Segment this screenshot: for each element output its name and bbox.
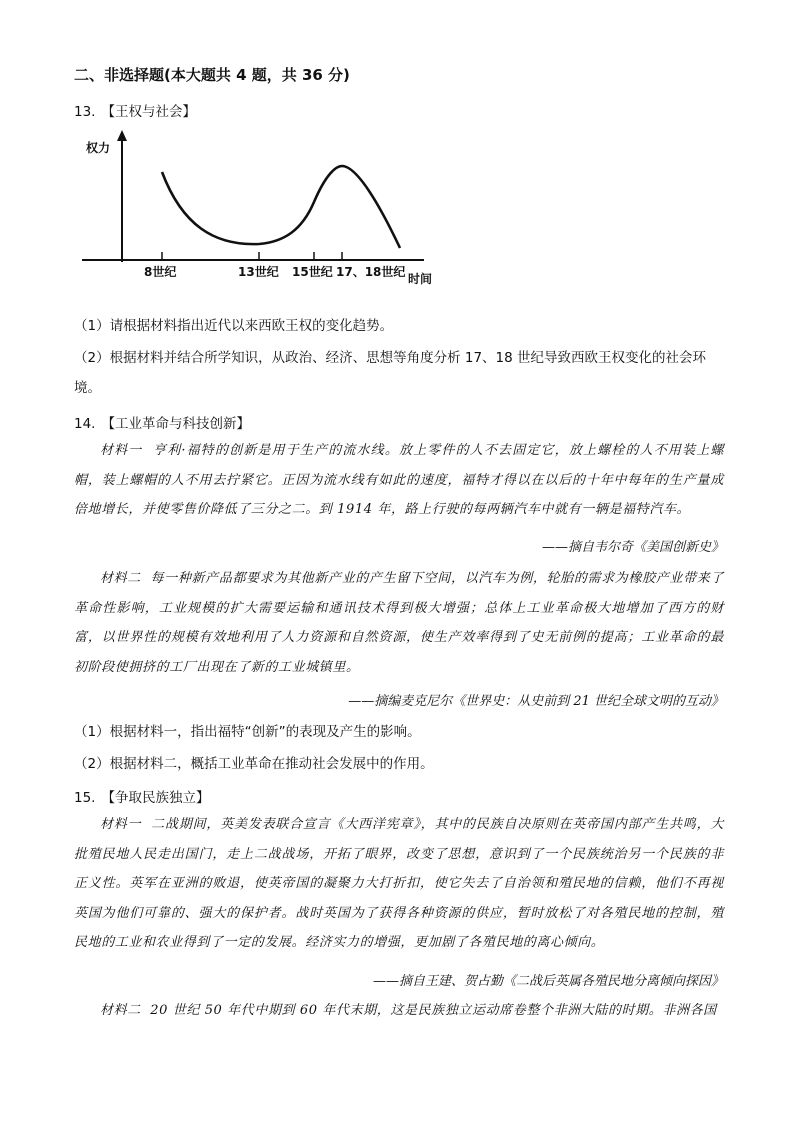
question-topic: 【工业革命与科技创新】 <box>101 416 250 432</box>
question-number: 15. <box>74 790 96 806</box>
q14-subquestion-2: （2）根据材料二，概括工业革命在推动社会发展中的作用。 <box>74 756 434 772</box>
q13-subquestion-1: （1）请根据材料指出近代以来西欧王权的变化趋势。 <box>74 318 394 334</box>
question-topic: 【王权与社会】 <box>101 104 196 120</box>
q15-material-1-source: ——摘自王建、贺占勤《二战后英属各殖民地分离倾向探因》 <box>372 974 724 989</box>
material-label: 材料二 <box>100 1003 141 1018</box>
q15-material-2 <box>74 996 724 1026</box>
material-label: 材料二 <box>100 571 141 586</box>
material-label: 材料一 <box>100 817 142 832</box>
power-chart <box>74 130 454 300</box>
material-text: 二战期间，英美发表联合宣言《大西洋宪章》，其中的民族自决原则在英帝国内部产生共鸣，大批殖民地人民走出国门，走上二战战场，开拓了眼界，改变了思想，意识到了一个民族统治另一个民族的非正义性。英军在亚洲的败退，使英帝国的凝聚力大打折扣，使它失去了自治领和殖民地的信赖，他们不再视英国为他们可靠的、强大的保护者。战时英国为了获得各种资源的供应，暂时放松了对各殖民地的控制，殖民地的工业和农业得到了一定的发展。经济实力的增强，更加剧了各殖民地的离心倾向。 <box>74 817 724 950</box>
q13-subquestion-2-line2: 境。 <box>74 380 101 396</box>
q13-subquestion-2-line1: （2）根据材料并结合所学知识，从政治、经济、思想等角度分析 17、18 世纪导致西欧王权变化的社会环 <box>74 350 707 366</box>
q14-material-2 <box>74 564 724 682</box>
tick-label-13: 13世纪 <box>238 265 279 279</box>
tick-label-15: 15世纪 <box>292 265 333 279</box>
chart-xlabel: 时间 <box>408 272 433 286</box>
tick-label-17-18: 17、18世纪 <box>336 265 406 279</box>
tick-label-8: 8世纪 <box>144 265 177 279</box>
question-topic: 【争取民族独立】 <box>101 790 210 806</box>
material-text: 20 世纪 50 年代中期到 60 年代末期，这是民族独立运动席卷整个非洲大陆的时期。非洲各国 <box>150 1003 717 1018</box>
material-text: 每一种新产品都要求为其他新产业的产生留下空间，以汽车为例，轮胎的需求为橡胶产业带来了革命性影响，工业规模的扩大需要运输和通讯技术得到极大增强；总体上工业革命极大地增加了西方的财富，以世界性的规模有效地利用了人力资源和自然资源，使生产效率得到了史无前例的提高；工业革命的最初阶段使拥挤的工厂出现在了新的工业城镇里。 <box>74 571 724 675</box>
q14-material-2-source: ——摘编麦克尼尔《世界史：从史前到 21 世纪全球文明的互动》 <box>348 694 724 709</box>
question-15-header <box>74 786 209 806</box>
question-14-header <box>74 412 250 432</box>
material-label: 材料一 <box>100 443 143 458</box>
question-number: 14. <box>74 416 96 432</box>
q14-material-1-source: ——摘自韦尔奇《美国创新史》 <box>541 540 724 555</box>
material-text: 亨利·福特的创新是用于生产的流水线。放上零件的人不去固定它，放上螺栓的人不用装上螺帽，装上螺帽的人不用去拧紧它。正因为流水线有如此的速度，福特才得以在以后的十年中每年的生产量成倍地增长，并使零售价降低了三分之二。到 1914 年，路上行驶的每两辆汽车中就有一辆是福特汽车。 <box>74 443 724 517</box>
q14-subquestion-1: （1）根据材料一，指出福特“创新”的表现及产生的影响。 <box>74 724 421 740</box>
q14-material-1 <box>74 436 724 525</box>
q15-material-1 <box>74 810 724 958</box>
question-number: 13. <box>74 104 96 120</box>
question-13-header <box>74 100 196 120</box>
chart-ylabel: 权力 <box>86 141 111 155</box>
section-title: 二、非选择题(本大题共 4 题，共 36 分) <box>74 66 350 84</box>
